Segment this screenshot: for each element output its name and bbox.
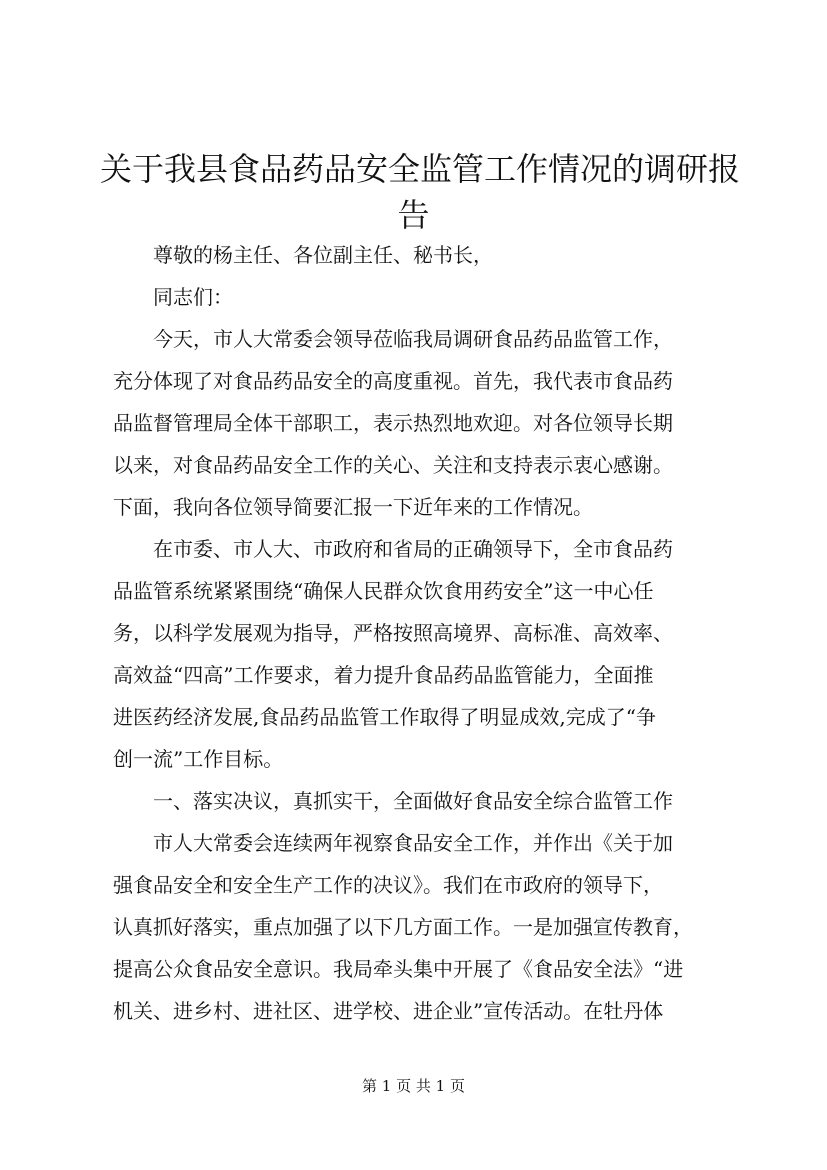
- text-line: 一、落实决议，真抓实干，全面做好食品安全综合监管工作: [153, 789, 673, 813]
- overview-paragraph: [113, 528, 733, 780]
- text-line: 充分体现了对食品药品安全的高度重视。首先，我代表市食品药: [113, 369, 673, 393]
- text-line: 强食品安全和安全生产工作的决议》。我们在市政府的领导下，: [113, 873, 663, 897]
- document-body: [113, 234, 733, 1032]
- text-line: 高效益“四高”工作要求，着力提升食品药品监管能力，全面推: [113, 663, 654, 687]
- text-line: 进医药经济发展,食品药品监管工作取得了明显成效,完成了“争: [113, 705, 656, 729]
- text-line: 尊敬的杨主任、各位副主任、秘书长，: [153, 243, 493, 267]
- text-line: 下面，我向各位领导简要汇报一下近年来的工作情况。: [113, 495, 593, 519]
- text-line: 机关、进乡村、进社区、进学校、进企业”宣传活动。在牡丹体: [113, 999, 664, 1023]
- page-footer: 第 1 页 共 1 页: [362, 1077, 465, 1095]
- text-line: 市人大常委会连续两年视察食品安全工作，并作出《关于加: [153, 831, 673, 855]
- title-line: 关于我县食品药品安全监管工作情况的调研报: [100, 150, 741, 188]
- text-line: 认真抓好落实，重点加强了以下几方面工作。一是加强宣传教育，: [113, 915, 693, 939]
- salutation-paragraph: [113, 234, 733, 276]
- text-line: 创一流”工作目标。: [113, 747, 284, 771]
- text-line: 在市委、市人大、市政府和省局的正确领导下，全市食品药: [153, 537, 673, 561]
- intro-paragraph: [113, 318, 733, 528]
- text-line: 同志们：: [153, 285, 233, 309]
- text-line: 以来，对食品药品安全工作的关心、关注和支持表示衷心感谢。: [113, 453, 673, 477]
- text-line: 品监管系统紧紧围绕“确保人民群众饮食用药安全”这一中心任: [113, 579, 654, 603]
- text-line: 今天，市人大常委会领导莅临我局调研食品药品监管工作，: [153, 327, 673, 351]
- section-heading: [113, 780, 733, 822]
- text-line: 品监督管理局全体干部职工，表示热烈地欢迎。对各位领导长期: [113, 411, 673, 435]
- text-line: 务，以科学发展观为指导，严格按照高境界、高标准、高效率、: [113, 621, 673, 645]
- text-line: 提高公众食品安全意识。我局牵头集中开展了《食品安全法》“进: [113, 957, 684, 981]
- document-title: [100, 146, 741, 238]
- title-line: 告: [397, 196, 430, 234]
- section-paragraph: [113, 822, 733, 1032]
- greeting-paragraph: [113, 276, 733, 318]
